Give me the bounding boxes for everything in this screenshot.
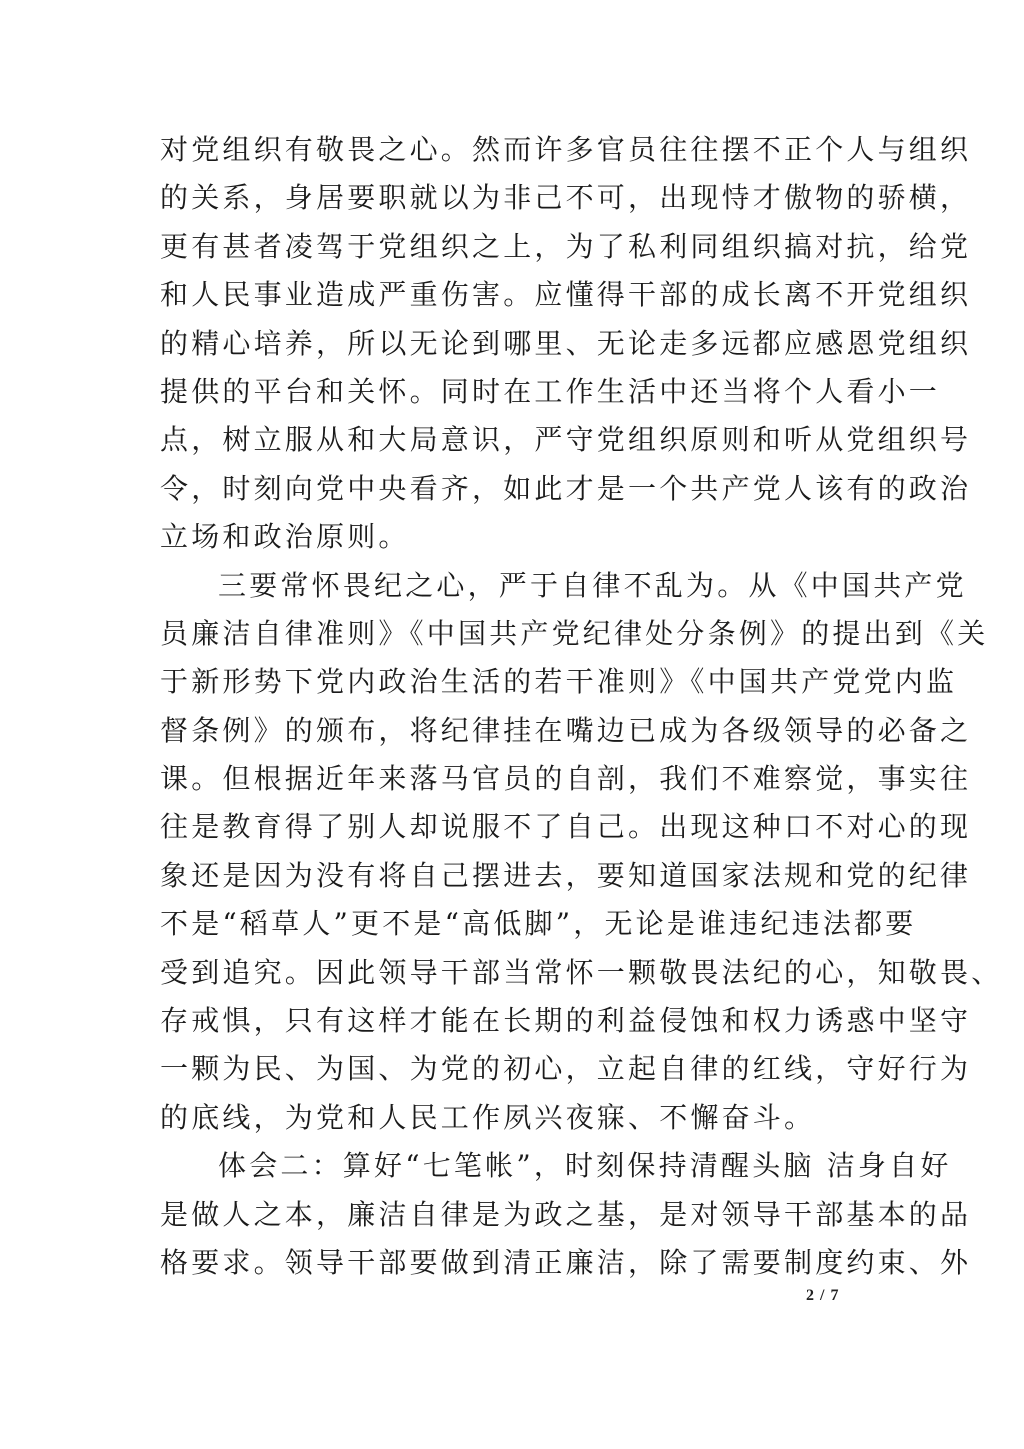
text-line: 督条例》的颁布，将纪律挂在嘴边已成为各级领导的必备之 bbox=[160, 713, 972, 747]
body-text bbox=[160, 126, 1003, 1287]
text-line: 一颗为民、为国、为党的初心，立起自律的红线，守好行为 bbox=[160, 1052, 972, 1086]
text-line: 往是教育得了别人却说服不了自己。出现这种口不对心的现 bbox=[160, 810, 972, 844]
text-line: 令，时刻向党中央看齐，如此才是一个共产党人该有的政治 bbox=[160, 471, 972, 505]
text-line: 更有甚者凌驾于党组织之上，为了私利同组织搞对抗，给党 bbox=[160, 229, 972, 263]
text-line: 存戒惧，只有这样才能在长期的利益侵蚀和权力诱惑中坚守 bbox=[160, 1004, 972, 1038]
text-line: 不是“稻草人”更不是“高低脚”，无论是谁违纪违法都要 bbox=[160, 907, 917, 941]
paragraph-start-line: 体会二：算好“七笔帐”，时刻保持清醒头脑 洁身自好 bbox=[218, 1149, 952, 1183]
text-line: 是做人之本，廉洁自律是为政之基，是对领导干部基本的品 bbox=[160, 1197, 972, 1231]
text-line: 员廉洁自律准则》《中国共产党纪律处分条例》的提出到《关 bbox=[160, 616, 989, 650]
text-line: 于新形势下党内政治生活的若干准则》《中国共产党党内监 bbox=[160, 665, 958, 699]
text-line: 的关系，身居要职就以为非己不可，出现恃才傲物的骄横， bbox=[160, 181, 972, 215]
text-line: 格要求。领导干部要做到清正廉洁，除了需要制度约束、外 bbox=[160, 1245, 972, 1279]
text-line: 对党组织有敬畏之心。然而许多官员往往摆不正个人与组织 bbox=[160, 133, 972, 166]
text-line: 象还是因为没有将自己摆进去，要知道国家法规和党的纪律 bbox=[160, 858, 972, 892]
text-line: 提供的平台和关怀。同时在工作生活中还当将个人看小一 bbox=[160, 374, 941, 408]
text-line: 点，树立服从和大局意识，严守党组织原则和听从党组织号 bbox=[160, 423, 972, 457]
paragraph-start-line: 三要常怀畏纪之心，严于自律不乱为。从《中国共产党 bbox=[218, 568, 967, 602]
text-line: 立场和政治原则。 bbox=[160, 520, 410, 554]
page-number: 2 / 7 bbox=[806, 1287, 840, 1304]
text-line: 的精心培养，所以无论到哪里、无论走多远都应感恩党组织 bbox=[160, 326, 972, 360]
text-line: 的底线，为党和人民工作夙兴夜寐、不懈奋斗。 bbox=[160, 1100, 816, 1134]
text-line: 课。但根据近年来落马官员的自剖，我们不难察觉，事实往 bbox=[160, 762, 972, 796]
text-line: 和人民事业造成严重伤害。应懂得干部的成长离不开党组织 bbox=[160, 278, 972, 312]
text-line: 受到追究。因此领导干部当常怀一颗敬畏法纪的心，知敬畏、 bbox=[160, 955, 1003, 989]
